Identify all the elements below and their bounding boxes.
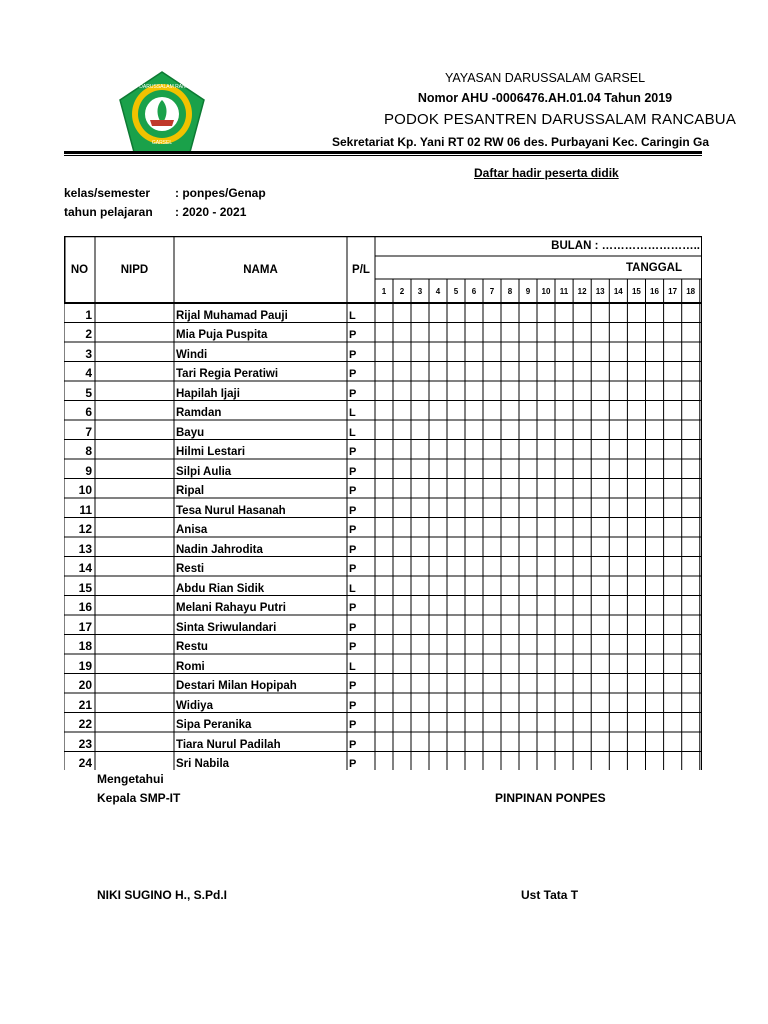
row-nama: Tesa Nurul Hasanah xyxy=(176,504,286,517)
row-nama: Hapilah Ijaji xyxy=(176,387,240,400)
address: Sekretariat Kp. Yani RT 02 RW 06 des. Purbayani Kec. Caringin Ga xyxy=(332,135,710,149)
header-divider xyxy=(64,151,702,154)
foundation-name: YAYASAN DARUSSALAM GARSEL xyxy=(444,71,646,85)
row-no: 17 xyxy=(78,619,92,634)
header-no: NO xyxy=(70,263,89,276)
row-nama: Melani Rahayu Putri xyxy=(176,602,286,614)
row-nama: Bayu xyxy=(176,426,205,439)
header-pl: P/L xyxy=(352,263,370,276)
row-pl: P xyxy=(349,758,357,770)
row-pl: P xyxy=(349,621,357,634)
year-value: : 2020 - 2021 xyxy=(175,205,247,219)
row-no: 24 xyxy=(78,756,92,770)
row-pl: L xyxy=(349,309,356,322)
header-day-11: 11 xyxy=(559,286,569,296)
row-no: 7 xyxy=(85,424,92,439)
header-day-7: 7 xyxy=(489,286,495,296)
row-no: 15 xyxy=(78,580,92,595)
logo-top-text: SMP-IT DARUSSALAM RANCABUA xyxy=(121,84,203,90)
row-no: 23 xyxy=(78,736,92,751)
row-no: 5 xyxy=(85,385,92,400)
row-pl: P xyxy=(349,543,357,556)
row-no: 19 xyxy=(78,658,92,673)
header-day-10: 10 xyxy=(541,286,551,296)
row-nama: Sipa Peranika xyxy=(176,719,252,731)
row-pl: L xyxy=(349,426,356,439)
principal-name: NIKI SUGINO H., S.Pd.I xyxy=(97,888,228,902)
row-no: 22 xyxy=(78,717,92,731)
school-name: PODOK PESANTREN DARUSSALAM RANCABUA xyxy=(383,111,737,128)
row-no: 6 xyxy=(85,405,92,419)
header-day-17: 17 xyxy=(668,286,678,296)
row-pl: P xyxy=(349,446,357,458)
header-day-15: 15 xyxy=(631,286,641,296)
row-no: 4 xyxy=(85,366,92,380)
row-pl: P xyxy=(349,738,357,751)
row-nama: Sinta Sriwulandari xyxy=(176,621,277,634)
row-nama: Widiya xyxy=(176,699,213,712)
header-day-16: 16 xyxy=(650,286,659,296)
leader-title: PINPINAN PONPES xyxy=(495,791,606,805)
row-pl: P xyxy=(349,680,357,692)
row-pl: P xyxy=(349,602,357,614)
row-nama: Nadin Jahrodita xyxy=(176,543,263,556)
row-nama: Ramdan xyxy=(176,407,222,419)
header-tanggal: TANGGAL xyxy=(625,261,682,274)
school-logo xyxy=(116,70,208,154)
row-pl: P xyxy=(349,699,357,712)
row-pl: P xyxy=(349,368,357,380)
row-no: 2 xyxy=(85,327,92,341)
row-no: 20 xyxy=(78,678,92,692)
document-title: Daftar hadir peserta didik xyxy=(474,166,619,180)
attendance-table-grid xyxy=(64,236,702,770)
header-day-1: 1 xyxy=(381,286,387,296)
year-label: tahun pelajaran xyxy=(64,205,153,219)
row-pl: P xyxy=(349,524,357,536)
acknowledge-label: Mengetahui xyxy=(97,772,164,786)
header-day-13: 13 xyxy=(595,286,605,296)
header-day-2: 2 xyxy=(399,286,405,296)
row-nama: Resti xyxy=(176,563,205,575)
row-pl: P xyxy=(349,719,357,731)
header-day-5: 5 xyxy=(453,286,459,296)
row-nama: Windi xyxy=(176,348,208,361)
header-bulan: BULAN : …………………….. xyxy=(551,240,700,252)
row-nama: Mia Puja Puspita xyxy=(176,329,268,341)
row-nama: Hilmi Lestari xyxy=(176,446,246,458)
row-no: 21 xyxy=(78,697,92,712)
row-no: 13 xyxy=(78,541,92,556)
row-pl: P xyxy=(349,465,357,478)
header-day-6: 6 xyxy=(471,286,477,296)
row-nama: Silpi Aulia xyxy=(176,465,232,478)
leader-name: Ust Tata T xyxy=(521,888,579,902)
class-value: : ponpes/Genap xyxy=(175,186,266,200)
header-day-14: 14 xyxy=(613,286,623,296)
header-nama: NAMA xyxy=(243,263,278,276)
row-pl: L xyxy=(349,407,356,419)
row-pl: P xyxy=(349,641,357,653)
row-nama: Rijal Muhamad Pauji xyxy=(176,309,288,322)
row-no: 10 xyxy=(78,483,92,497)
row-nama: Tari Regia Peratiwi xyxy=(176,368,279,380)
row-nama: Sri Nabila xyxy=(176,758,230,770)
header-nipd: NIPD xyxy=(120,263,149,276)
row-no: 14 xyxy=(78,561,92,575)
row-pl: P xyxy=(349,485,357,497)
header-day-12: 12 xyxy=(577,286,587,296)
row-no: 18 xyxy=(78,639,92,653)
row-pl: P xyxy=(349,563,357,575)
row-no: 8 xyxy=(85,444,92,458)
row-no: 16 xyxy=(78,600,92,614)
row-pl: L xyxy=(349,660,356,673)
principal-title: Kepala SMP-IT xyxy=(97,791,181,805)
row-pl: P xyxy=(349,387,357,400)
row-no: 1 xyxy=(85,307,92,322)
row-no: 9 xyxy=(85,463,92,478)
row-pl: P xyxy=(349,504,357,517)
row-nama: Restu xyxy=(176,641,208,653)
header-day-3: 3 xyxy=(417,286,423,296)
header-day-4: 4 xyxy=(435,286,441,296)
row-pl: P xyxy=(349,348,357,361)
header-day-8: 8 xyxy=(507,286,513,296)
row-nama: Tiara Nurul Padilah xyxy=(176,738,281,751)
row-nama: Anisa xyxy=(176,524,208,536)
row-pl: L xyxy=(349,582,356,595)
header-day-18: 18 xyxy=(686,286,696,296)
row-no: 12 xyxy=(78,522,92,536)
row-nama: Romi xyxy=(176,660,205,673)
class-label: kelas/semester xyxy=(64,186,151,200)
row-no: 11 xyxy=(79,502,92,517)
header-day-9: 9 xyxy=(525,286,531,296)
row-nama: Abdu Rian Sidik xyxy=(176,582,265,595)
row-no: 3 xyxy=(85,346,92,361)
row-nama: Destari Milan Hopipah xyxy=(176,680,297,692)
row-nama: Ripal xyxy=(176,485,205,497)
registration-number: Nomor AHU -0006476.AH.01.04 Tahun 2019 xyxy=(417,91,673,105)
row-pl: P xyxy=(349,329,357,341)
header-divider-thin xyxy=(64,155,702,156)
logo-bottom-text: GARSEL xyxy=(151,140,173,146)
